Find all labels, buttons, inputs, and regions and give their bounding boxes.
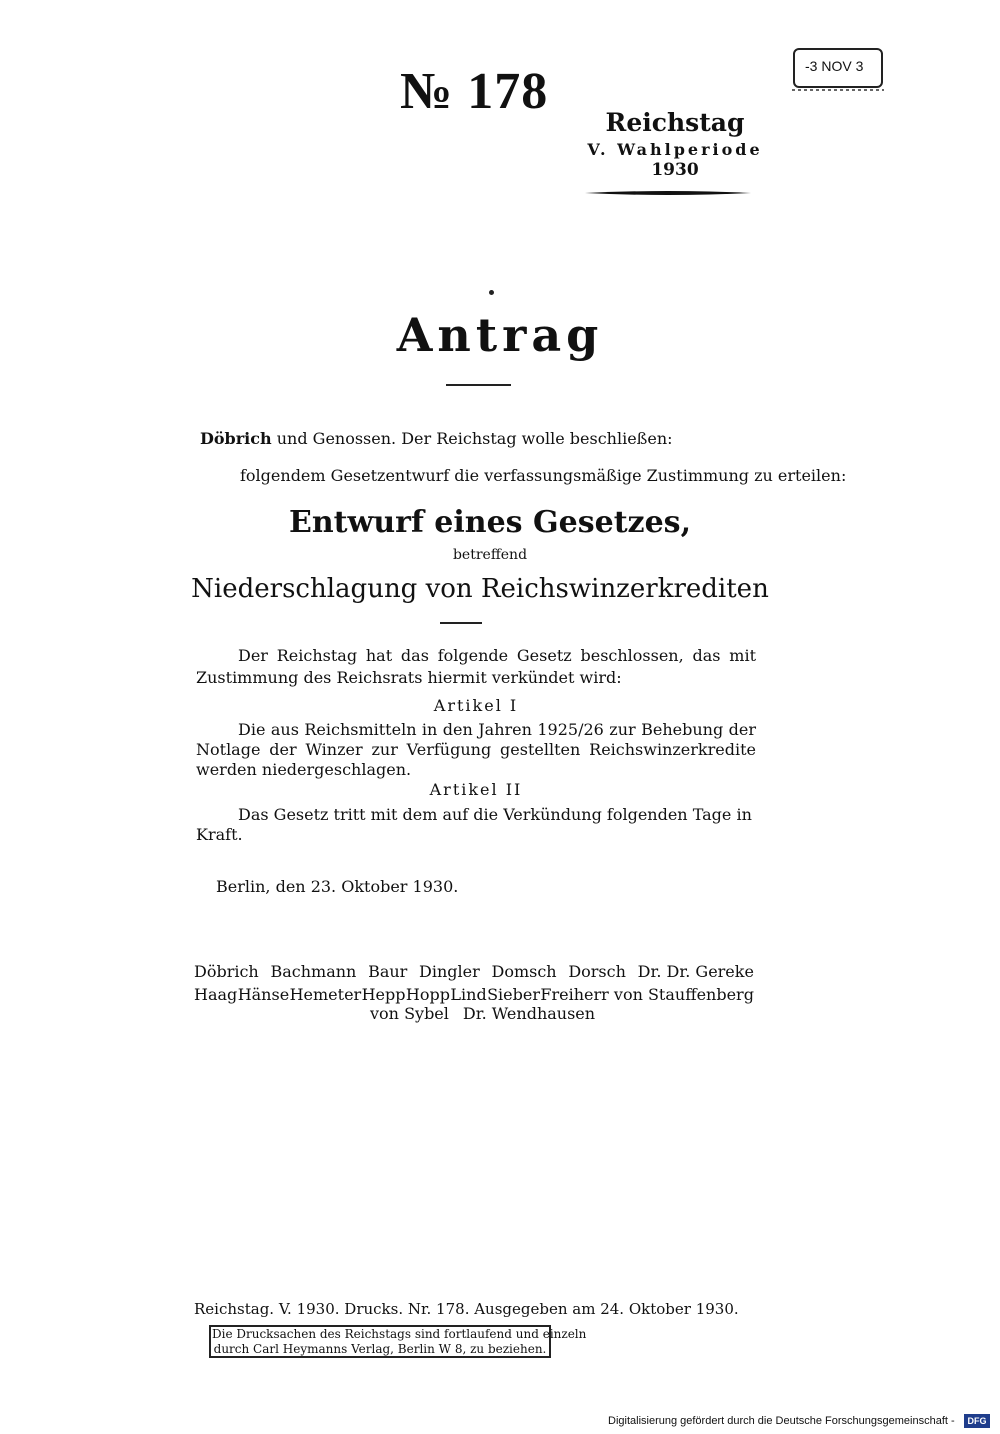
document-number: № 178	[400, 63, 549, 120]
center-dot	[489, 290, 494, 295]
publisher-notice-line-2: durch Carl Heymanns Verlag, Berlin W 8, zu beziehen.	[213, 1342, 547, 1356]
publisher-notice-line-1: Die Drucksachen des Reichstags sind fortlaufend und einzeln	[212, 1327, 587, 1341]
period-label: V. Wahlperiode	[587, 140, 763, 159]
year-label: 1930	[651, 160, 699, 180]
bill-subject: Niederschlagung von Reichswinzerkrediten	[191, 574, 769, 604]
article-1-text: Die aus Reichsmitteln in den Jahren 1925/26 zur Behebung der Notlage der Winzer zur Verfügung gestellten Reichswinzerkredite werden niedergeschlagen.	[196, 720, 756, 779]
signatory: von Sybel	[370, 1004, 449, 1023]
received-stamp-text: -3 NOV 3	[805, 58, 864, 74]
signatory: Bachmann	[270, 962, 357, 981]
intro-line-1-text: und Genossen. Der Reichstag wolle beschließen:	[276, 429, 673, 448]
article-2-title: Artikel II	[429, 780, 523, 799]
signatory: Hopp	[405, 985, 450, 1004]
dfg-logo: DFG	[964, 1414, 990, 1428]
article-2-text: Das Gesetz tritt mit dem auf die Verkündung folgenden Tage in Kraft.	[196, 805, 752, 844]
bill-preamble: Der Reichstag hat das folgende Gesetz beschlossen, das mit Zustimmung des Reichsrats hiermit verkündet wird:	[196, 646, 756, 687]
signatory: Dr. Dr. Gereke	[637, 962, 754, 981]
signatory: Dingler	[419, 962, 480, 981]
page-title: Antrag	[396, 308, 604, 362]
mover-name: Döbrich	[200, 429, 272, 448]
signatory: Hänse	[237, 985, 290, 1004]
signatories-row-3	[370, 1004, 595, 1023]
signatory: Domsch	[491, 962, 557, 981]
stamp-dotted-line	[790, 85, 886, 95]
signatory: Döbrich	[194, 962, 259, 981]
header-swell-rule	[583, 189, 753, 197]
signatory: Hepp	[361, 985, 406, 1004]
bill-heading: Entwurf eines Gesetzes,	[288, 505, 692, 540]
intro-line-1	[200, 429, 673, 448]
article-1-title: Artikel I	[433, 696, 519, 715]
signatory: Hemeter	[289, 985, 362, 1004]
signatory: Dorsch	[568, 962, 626, 981]
date-line: Berlin, den 23. Oktober 1930.	[216, 877, 459, 896]
signatory: Lind	[450, 985, 487, 1004]
bill-divider	[440, 622, 482, 624]
reichstag-label: Reichstag	[605, 108, 745, 137]
intro-line-2: folgendem Gesetzentwurf die verfassungsmäßige Zustimmung zu erteilen:	[240, 466, 847, 485]
title-divider	[446, 384, 511, 386]
digitization-note: Digitalisierung gefördert durch die Deutsche Forschungsgemeinschaft -	[608, 1415, 955, 1427]
signatories-row-2	[194, 985, 754, 1004]
signatory: Freiherr von Stauffenberg	[540, 985, 754, 1004]
signatory: Dr. Wendhausen	[462, 1004, 596, 1023]
signatories-row-1	[194, 962, 754, 981]
signatory: Haag	[194, 985, 238, 1004]
signatory: Sieber	[487, 985, 540, 1004]
signatory: Baur	[368, 962, 408, 981]
bill-subheading: betreffend	[452, 547, 528, 563]
imprint-line: Reichstag. V. 1930. Drucks. Nr. 178. Ausgegeben am 24. Oktober 1930.	[194, 1300, 739, 1318]
